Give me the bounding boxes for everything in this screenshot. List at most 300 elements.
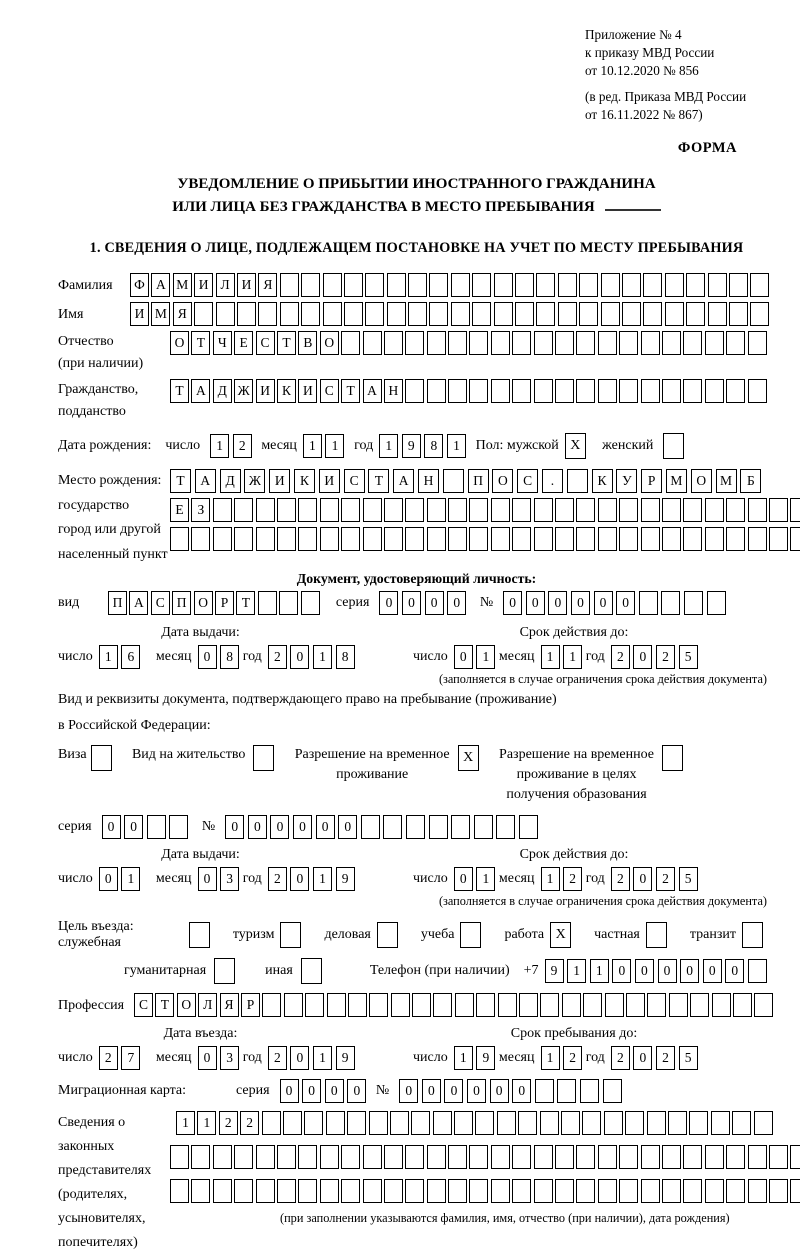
cell[interactable]: И bbox=[256, 379, 275, 403]
cell[interactable]: 1 bbox=[99, 645, 118, 669]
cell[interactable]: 5 bbox=[679, 645, 698, 669]
cell[interactable] bbox=[643, 302, 662, 326]
purpose-other-checkbox[interactable] bbox=[301, 958, 330, 984]
cell[interactable] bbox=[327, 993, 346, 1017]
doc-valid-year-cells[interactable] bbox=[611, 645, 701, 669]
cell[interactable] bbox=[262, 993, 281, 1017]
cell[interactable]: З bbox=[191, 498, 210, 522]
cell[interactable]: 1 bbox=[313, 1046, 332, 1070]
cell[interactable]: Я bbox=[258, 273, 277, 297]
cell[interactable] bbox=[576, 1145, 595, 1169]
cell[interactable] bbox=[214, 958, 235, 984]
cell[interactable] bbox=[641, 379, 660, 403]
cell[interactable]: 2 bbox=[656, 867, 675, 891]
cell[interactable] bbox=[562, 993, 581, 1017]
cell[interactable] bbox=[469, 1179, 488, 1203]
birthplace-cells-2[interactable] bbox=[170, 498, 800, 522]
cell[interactable] bbox=[662, 527, 681, 551]
cell[interactable] bbox=[662, 331, 681, 355]
cell[interactable]: 0 bbox=[454, 645, 473, 669]
doc-number-cells[interactable] bbox=[503, 591, 729, 615]
cell[interactable]: 0 bbox=[526, 591, 545, 615]
stay-day-cells[interactable] bbox=[454, 1046, 499, 1070]
cell[interactable]: У bbox=[616, 469, 637, 493]
cell[interactable] bbox=[665, 273, 684, 297]
birth-year-cells[interactable] bbox=[379, 434, 469, 458]
cell[interactable] bbox=[512, 498, 531, 522]
cell[interactable] bbox=[448, 527, 467, 551]
cell[interactable]: Л bbox=[198, 993, 217, 1017]
cell[interactable] bbox=[476, 993, 495, 1017]
cell[interactable] bbox=[348, 993, 367, 1017]
cell[interactable] bbox=[258, 591, 277, 615]
cell[interactable]: А bbox=[363, 379, 382, 403]
cell[interactable]: Р bbox=[215, 591, 234, 615]
cell[interactable]: 6 bbox=[121, 645, 140, 669]
cell[interactable] bbox=[662, 1179, 681, 1203]
cell[interactable] bbox=[519, 993, 538, 1017]
cell[interactable] bbox=[748, 1179, 767, 1203]
cell[interactable] bbox=[534, 331, 553, 355]
cell[interactable] bbox=[708, 302, 727, 326]
cell[interactable] bbox=[754, 993, 773, 1017]
cell[interactable] bbox=[598, 527, 617, 551]
cell[interactable]: Т bbox=[170, 469, 191, 493]
cell[interactable]: 0 bbox=[490, 1079, 509, 1103]
cell[interactable] bbox=[535, 1079, 554, 1103]
cell[interactable]: К bbox=[277, 379, 296, 403]
cell[interactable]: 0 bbox=[467, 1079, 486, 1103]
cell[interactable] bbox=[662, 745, 683, 771]
cell[interactable]: С bbox=[256, 331, 275, 355]
cell[interactable]: 0 bbox=[548, 591, 567, 615]
cell[interactable] bbox=[512, 1179, 531, 1203]
surname-cells[interactable] bbox=[130, 273, 772, 297]
cell[interactable] bbox=[326, 1111, 345, 1135]
cell[interactable] bbox=[598, 1145, 617, 1169]
cell[interactable]: 2 bbox=[563, 1046, 582, 1070]
cell[interactable]: X bbox=[565, 433, 586, 459]
cell[interactable] bbox=[646, 922, 667, 948]
cell[interactable] bbox=[519, 815, 538, 839]
cell[interactable] bbox=[405, 1179, 424, 1203]
cell[interactable]: П bbox=[108, 591, 127, 615]
cell[interactable]: К bbox=[294, 469, 315, 493]
cell[interactable]: А bbox=[393, 469, 414, 493]
cell[interactable] bbox=[641, 331, 660, 355]
cell[interactable]: О bbox=[320, 331, 339, 355]
cell[interactable] bbox=[384, 331, 403, 355]
visa-checkbox[interactable] bbox=[91, 745, 114, 771]
cell[interactable]: . bbox=[542, 469, 563, 493]
cell[interactable]: Б bbox=[740, 469, 761, 493]
legal-reps-cells-3[interactable] bbox=[170, 1179, 800, 1203]
cell[interactable]: Я bbox=[220, 993, 239, 1017]
cell[interactable] bbox=[742, 922, 763, 948]
purpose-official-checkbox[interactable] bbox=[189, 922, 216, 948]
cell[interactable] bbox=[598, 498, 617, 522]
cell[interactable]: 0 bbox=[454, 867, 473, 891]
cell[interactable] bbox=[448, 1145, 467, 1169]
cell[interactable] bbox=[169, 815, 188, 839]
cell[interactable]: 2 bbox=[611, 867, 630, 891]
cell[interactable]: В bbox=[298, 331, 317, 355]
cell[interactable] bbox=[491, 379, 510, 403]
cell[interactable]: Л bbox=[216, 273, 235, 297]
cell[interactable] bbox=[280, 273, 299, 297]
cell[interactable] bbox=[598, 1179, 617, 1203]
cell[interactable]: Я bbox=[173, 302, 192, 326]
cell[interactable] bbox=[280, 302, 299, 326]
cell[interactable] bbox=[518, 1111, 537, 1135]
cell[interactable]: 0 bbox=[290, 1046, 309, 1070]
purpose-tourism-checkbox[interactable] bbox=[280, 922, 307, 948]
cell[interactable] bbox=[750, 302, 769, 326]
cell[interactable] bbox=[170, 1145, 189, 1169]
cell[interactable]: С bbox=[134, 993, 153, 1017]
name-cells[interactable] bbox=[130, 302, 772, 326]
cell[interactable] bbox=[363, 1145, 382, 1169]
cell[interactable]: Т bbox=[191, 331, 210, 355]
cell[interactable] bbox=[284, 993, 303, 1017]
cell[interactable] bbox=[790, 527, 800, 551]
cell[interactable]: 1 bbox=[567, 959, 586, 983]
female-checkbox[interactable] bbox=[663, 433, 686, 459]
cell[interactable] bbox=[576, 379, 595, 403]
cell[interactable] bbox=[301, 273, 320, 297]
purpose-business-checkbox[interactable] bbox=[377, 922, 404, 948]
cell[interactable] bbox=[405, 1145, 424, 1169]
cell[interactable] bbox=[234, 1179, 253, 1203]
cell[interactable] bbox=[726, 527, 745, 551]
cell[interactable]: И bbox=[298, 379, 317, 403]
cell[interactable]: X bbox=[458, 745, 479, 771]
cell[interactable]: 0 bbox=[512, 1079, 531, 1103]
cell[interactable] bbox=[663, 433, 684, 459]
doc-valid-month-cells[interactable] bbox=[541, 645, 586, 669]
cell[interactable] bbox=[705, 498, 724, 522]
cell[interactable]: 1 bbox=[325, 434, 344, 458]
cell[interactable] bbox=[344, 302, 363, 326]
cell[interactable] bbox=[705, 527, 724, 551]
cell[interactable] bbox=[341, 498, 360, 522]
doc-issue-year-cells[interactable] bbox=[268, 645, 358, 669]
cell[interactable]: С bbox=[151, 591, 170, 615]
cell[interactable]: 0 bbox=[198, 645, 217, 669]
cell[interactable]: 0 bbox=[447, 591, 466, 615]
cell[interactable] bbox=[280, 922, 301, 948]
cell[interactable]: С bbox=[344, 469, 365, 493]
cell[interactable] bbox=[601, 302, 620, 326]
cell[interactable] bbox=[790, 1179, 800, 1203]
cell[interactable]: 0 bbox=[290, 645, 309, 669]
cell[interactable] bbox=[387, 273, 406, 297]
cell[interactable] bbox=[626, 993, 645, 1017]
stay-year-cells[interactable] bbox=[611, 1046, 701, 1070]
cell[interactable] bbox=[662, 498, 681, 522]
cell[interactable]: 0 bbox=[680, 959, 699, 983]
cell[interactable] bbox=[705, 1179, 724, 1203]
cell[interactable] bbox=[341, 527, 360, 551]
cell[interactable] bbox=[683, 1145, 702, 1169]
cell[interactable] bbox=[619, 527, 638, 551]
cell[interactable] bbox=[320, 498, 339, 522]
doc-issue-day-cells[interactable] bbox=[99, 645, 144, 669]
legal-reps-cells-2[interactable] bbox=[170, 1145, 800, 1169]
cell[interactable] bbox=[705, 331, 724, 355]
cell[interactable] bbox=[305, 993, 324, 1017]
cell[interactable] bbox=[491, 1145, 510, 1169]
cell[interactable] bbox=[622, 302, 641, 326]
cell[interactable] bbox=[567, 469, 588, 493]
purpose-humanitarian-checkbox[interactable] bbox=[214, 958, 243, 984]
cell[interactable] bbox=[494, 302, 513, 326]
cell[interactable]: 0 bbox=[124, 815, 143, 839]
cell[interactable] bbox=[256, 1145, 275, 1169]
cell[interactable] bbox=[515, 302, 534, 326]
cell[interactable]: 0 bbox=[422, 1079, 441, 1103]
cell[interactable] bbox=[494, 273, 513, 297]
permit-issue-year-cells[interactable] bbox=[268, 867, 358, 891]
cell[interactable] bbox=[662, 1145, 681, 1169]
cell[interactable]: 0 bbox=[612, 959, 631, 983]
permit-issue-month-cells[interactable] bbox=[198, 867, 243, 891]
cell[interactable] bbox=[191, 1179, 210, 1203]
permit-series-cells[interactable] bbox=[102, 815, 192, 839]
cell[interactable] bbox=[391, 993, 410, 1017]
cell[interactable]: Д bbox=[213, 379, 232, 403]
cell[interactable] bbox=[408, 273, 427, 297]
cell[interactable]: 0 bbox=[325, 1079, 344, 1103]
cell[interactable] bbox=[555, 1179, 574, 1203]
cell[interactable] bbox=[748, 379, 767, 403]
cell[interactable]: 0 bbox=[633, 1046, 652, 1070]
cell[interactable] bbox=[475, 1111, 494, 1135]
cell[interactable] bbox=[580, 1079, 599, 1103]
cell[interactable]: 0 bbox=[99, 867, 118, 891]
cell[interactable]: 0 bbox=[290, 867, 309, 891]
cell[interactable] bbox=[433, 1111, 452, 1135]
cell[interactable] bbox=[363, 498, 382, 522]
cell[interactable] bbox=[536, 273, 555, 297]
cell[interactable] bbox=[750, 273, 769, 297]
cell[interactable] bbox=[277, 1145, 296, 1169]
cell[interactable] bbox=[582, 1111, 601, 1135]
cell[interactable] bbox=[708, 273, 727, 297]
legal-reps-cells-1[interactable] bbox=[176, 1111, 800, 1135]
cell[interactable]: М bbox=[173, 273, 192, 297]
cell[interactable]: 2 bbox=[656, 645, 675, 669]
cell[interactable]: 0 bbox=[302, 1079, 321, 1103]
male-checkbox[interactable] bbox=[565, 433, 588, 459]
cell[interactable] bbox=[408, 302, 427, 326]
cell[interactable] bbox=[605, 993, 624, 1017]
cell[interactable]: 8 bbox=[424, 434, 443, 458]
cell[interactable] bbox=[454, 1111, 473, 1135]
cell[interactable] bbox=[683, 379, 702, 403]
entry-year-cells[interactable] bbox=[268, 1046, 358, 1070]
cell[interactable] bbox=[277, 1179, 296, 1203]
cell[interactable]: Т bbox=[341, 379, 360, 403]
cell[interactable] bbox=[641, 527, 660, 551]
cell[interactable] bbox=[298, 1145, 317, 1169]
cell[interactable]: 0 bbox=[198, 1046, 217, 1070]
cell[interactable]: 8 bbox=[220, 645, 239, 669]
cell[interactable] bbox=[384, 1145, 403, 1169]
cell[interactable] bbox=[234, 1145, 253, 1169]
cell[interactable] bbox=[603, 1079, 622, 1103]
cell[interactable] bbox=[277, 527, 296, 551]
cell[interactable]: 1 bbox=[176, 1111, 195, 1135]
cell[interactable] bbox=[213, 1145, 232, 1169]
cell[interactable] bbox=[748, 527, 767, 551]
cell[interactable] bbox=[790, 1145, 800, 1169]
cell[interactable] bbox=[669, 993, 688, 1017]
birthplace-cells-1[interactable] bbox=[170, 469, 800, 493]
cell[interactable] bbox=[279, 591, 298, 615]
cell[interactable] bbox=[451, 815, 470, 839]
cell[interactable]: 2 bbox=[99, 1046, 118, 1070]
cell[interactable] bbox=[540, 1111, 559, 1135]
cell[interactable] bbox=[361, 815, 380, 839]
cell[interactable]: О bbox=[170, 331, 189, 355]
cell[interactable] bbox=[733, 993, 752, 1017]
cell[interactable]: 0 bbox=[402, 591, 421, 615]
cell[interactable]: 0 bbox=[399, 1079, 418, 1103]
cell[interactable]: 1 bbox=[121, 867, 140, 891]
cell[interactable] bbox=[686, 302, 705, 326]
cell[interactable] bbox=[301, 302, 320, 326]
cell[interactable] bbox=[363, 527, 382, 551]
cell[interactable] bbox=[684, 591, 703, 615]
cell[interactable] bbox=[558, 302, 577, 326]
profession-cells[interactable] bbox=[134, 993, 776, 1017]
cell[interactable]: 2 bbox=[233, 434, 252, 458]
cell[interactable] bbox=[451, 302, 470, 326]
cell[interactable]: 1 bbox=[541, 867, 560, 891]
cell[interactable] bbox=[301, 958, 322, 984]
cell[interactable] bbox=[427, 498, 446, 522]
cell[interactable]: С bbox=[320, 379, 339, 403]
cell[interactable] bbox=[427, 379, 446, 403]
residence-permit-checkbox[interactable] bbox=[253, 745, 276, 771]
cell[interactable]: 2 bbox=[656, 1046, 675, 1070]
cell[interactable] bbox=[665, 302, 684, 326]
cell[interactable] bbox=[405, 331, 424, 355]
cell[interactable] bbox=[748, 331, 767, 355]
cell[interactable] bbox=[496, 815, 515, 839]
cell[interactable] bbox=[411, 1111, 430, 1135]
cell[interactable]: Т bbox=[236, 591, 255, 615]
cell[interactable] bbox=[689, 1111, 708, 1135]
cell[interactable]: 0 bbox=[379, 591, 398, 615]
cell[interactable] bbox=[729, 302, 748, 326]
cell[interactable] bbox=[726, 379, 745, 403]
cell[interactable] bbox=[341, 331, 360, 355]
cell[interactable] bbox=[369, 1111, 388, 1135]
cell[interactable] bbox=[323, 302, 342, 326]
cell[interactable]: Е bbox=[170, 498, 189, 522]
cell[interactable] bbox=[534, 1145, 553, 1169]
doc-issue-month-cells[interactable] bbox=[198, 645, 243, 669]
doc-valid-day-cells[interactable] bbox=[454, 645, 499, 669]
cell[interactable]: И bbox=[319, 469, 340, 493]
birthplace-cells-3[interactable] bbox=[170, 527, 800, 551]
cell[interactable]: 0 bbox=[658, 959, 677, 983]
cell[interactable]: 0 bbox=[725, 959, 744, 983]
cell[interactable] bbox=[661, 591, 680, 615]
cell[interactable] bbox=[641, 498, 660, 522]
cell[interactable] bbox=[253, 745, 274, 771]
cell[interactable] bbox=[769, 527, 788, 551]
permit-valid-year-cells[interactable] bbox=[611, 867, 701, 891]
cell[interactable] bbox=[641, 1145, 660, 1169]
cell[interactable] bbox=[512, 1145, 531, 1169]
cell[interactable] bbox=[662, 379, 681, 403]
cell[interactable] bbox=[769, 1179, 788, 1203]
cell[interactable] bbox=[686, 273, 705, 297]
cell[interactable] bbox=[534, 498, 553, 522]
cell[interactable] bbox=[429, 815, 448, 839]
cell[interactable] bbox=[429, 302, 448, 326]
purpose-private-checkbox[interactable] bbox=[646, 922, 673, 948]
cell[interactable]: О bbox=[177, 993, 196, 1017]
entry-month-cells[interactable] bbox=[198, 1046, 243, 1070]
purpose-study-checkbox[interactable] bbox=[460, 922, 487, 948]
cell[interactable] bbox=[622, 273, 641, 297]
cell[interactable]: Ч bbox=[213, 331, 232, 355]
cell[interactable] bbox=[320, 1179, 339, 1203]
cell[interactable] bbox=[237, 302, 256, 326]
cell[interactable]: 0 bbox=[225, 815, 244, 839]
cell[interactable] bbox=[170, 1179, 189, 1203]
cell[interactable]: 0 bbox=[102, 815, 121, 839]
cell[interactable] bbox=[576, 498, 595, 522]
cell[interactable] bbox=[365, 302, 384, 326]
cell[interactable] bbox=[598, 379, 617, 403]
cell[interactable] bbox=[491, 498, 510, 522]
cell[interactable]: 0 bbox=[616, 591, 635, 615]
cell[interactable] bbox=[619, 331, 638, 355]
cell[interactable] bbox=[683, 527, 702, 551]
cell[interactable] bbox=[579, 273, 598, 297]
stay-month-cells[interactable] bbox=[541, 1046, 586, 1070]
cell[interactable] bbox=[555, 331, 574, 355]
permit-issue-day-cells[interactable] bbox=[99, 867, 144, 891]
cell[interactable]: Н bbox=[418, 469, 439, 493]
cell[interactable] bbox=[576, 1179, 595, 1203]
cell[interactable] bbox=[705, 1145, 724, 1169]
cell[interactable] bbox=[341, 1145, 360, 1169]
cell[interactable]: 0 bbox=[571, 591, 590, 615]
cell[interactable] bbox=[344, 273, 363, 297]
cell[interactable] bbox=[216, 302, 235, 326]
cell[interactable] bbox=[643, 273, 662, 297]
cell[interactable] bbox=[427, 331, 446, 355]
cell[interactable]: Р bbox=[241, 993, 260, 1017]
phone-cells[interactable] bbox=[545, 959, 771, 983]
cell[interactable]: Е bbox=[234, 331, 253, 355]
cell[interactable]: 9 bbox=[336, 867, 355, 891]
cell[interactable] bbox=[732, 1111, 751, 1135]
cell[interactable] bbox=[451, 273, 470, 297]
cell[interactable] bbox=[469, 331, 488, 355]
cell[interactable] bbox=[512, 379, 531, 403]
cell[interactable]: А bbox=[129, 591, 148, 615]
cell[interactable]: 1 bbox=[313, 867, 332, 891]
cell[interactable] bbox=[604, 1111, 623, 1135]
cell[interactable]: П bbox=[172, 591, 191, 615]
